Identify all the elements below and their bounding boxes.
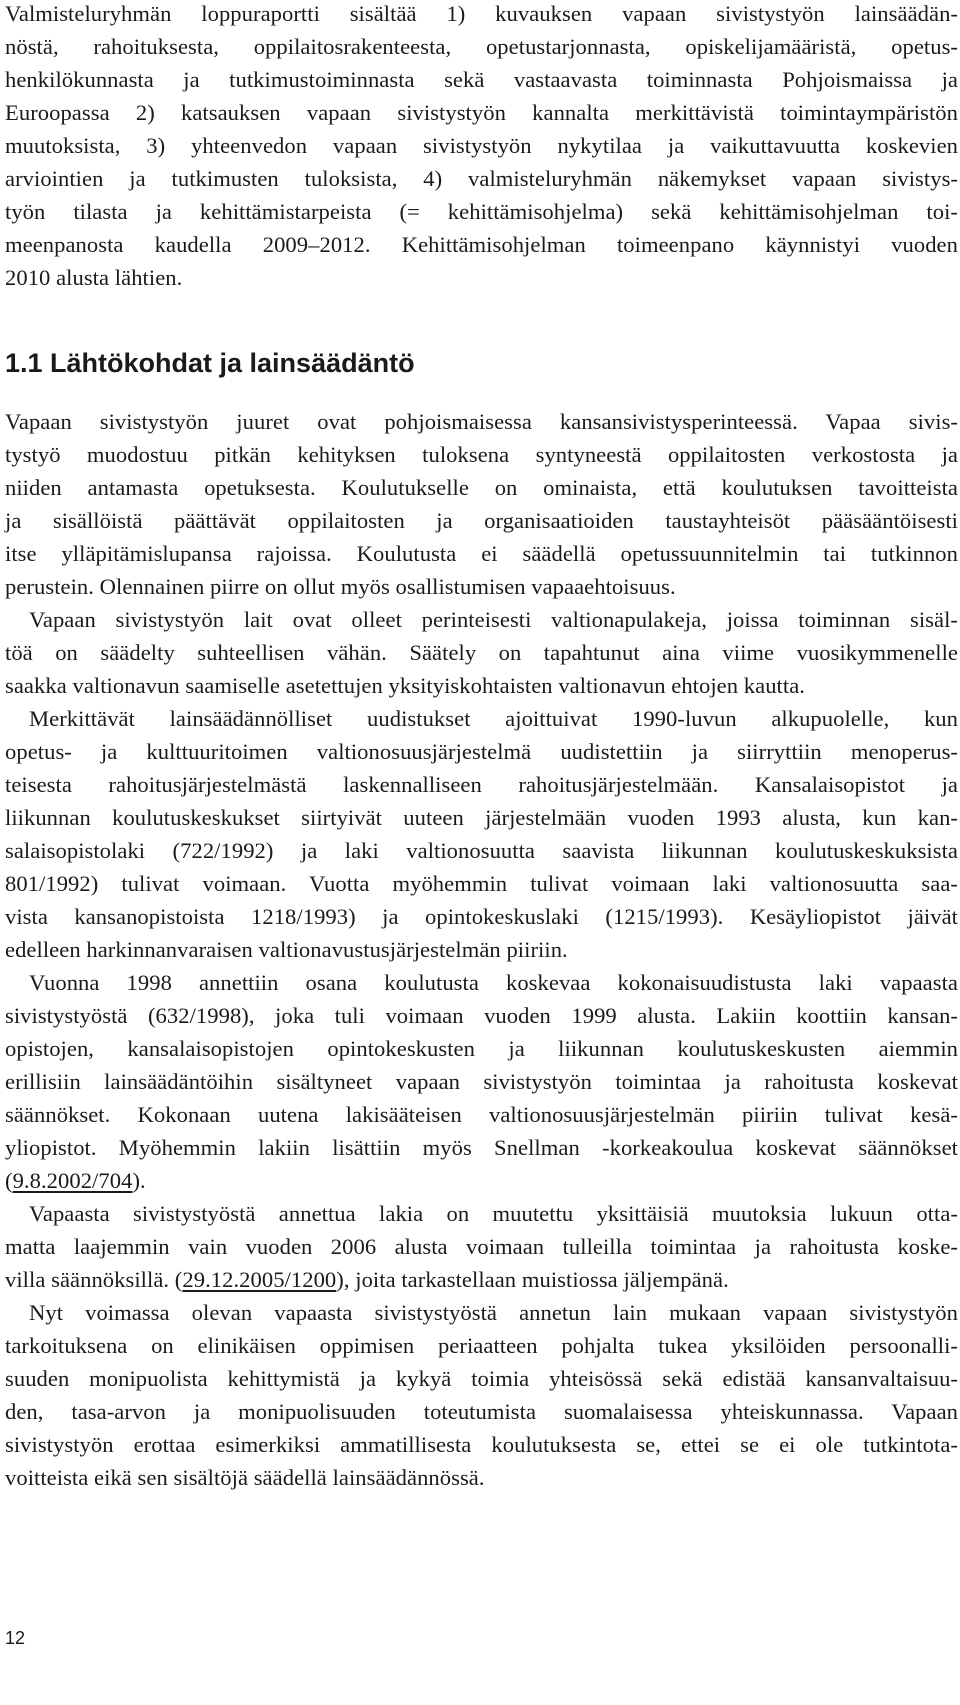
text-line: erillisiin lainsäädäntöihin sisältyneet vapaan sivistystyön toimintaa ja rahoitusta koskevat bbox=[5, 1069, 958, 1094]
text-line: tarkoituksena on elinikäisen oppimisen periaatteen pohjalta tukea yksilöiden persoonalli- bbox=[5, 1333, 958, 1358]
text-line: Nyt voimassa olevan vapaasta sivistystyöstä annetun lain mukaan vapaan sivistystyön bbox=[29, 1300, 958, 1325]
text-line: edelleen harkinnanvaraisen valtionavustusjärjestelmän piiriin. bbox=[5, 937, 568, 962]
text-line: perustein. Olennainen piirre on ollut myös osallistumisen vapaaehtoisuus. bbox=[5, 574, 676, 599]
text-line: työn tilasta ja kehittämistarpeista (= kehittämisohjelma) sekä kehittämisohjelman toi- bbox=[5, 199, 958, 224]
text-line: henkilökunnasta ja tutkimustoiminnasta sekä vastaavasta toiminnasta Pohjoismaissa ja bbox=[5, 67, 958, 92]
text-line: den, tasa-arvon ja monipuolisuuden toteutumista suomalaisessa yhteiskunnassa. Vapaan bbox=[5, 1399, 958, 1424]
text-line bbox=[5, 1164, 146, 1197]
section-heading: 1.1 Lähtökohdat ja lainsäädäntö bbox=[5, 348, 415, 378]
text-line: meenpanosta kaudella 2009–2012. Kehittämisohjelman toimeenpano käynnistyi vuoden bbox=[5, 232, 958, 257]
text-line: salaisopistolaki (722/1992) ja laki valtionosuutta saavista liikunnan koulutuskeskuksista bbox=[5, 838, 958, 863]
text-line: matta laajemmin vain vuoden 2006 alusta voimaan tulleilla toimintaa ja rahoitusta koske- bbox=[5, 1234, 958, 1259]
text-line: Valmisteluryhmän loppuraportti sisältää 1) kuvauksen vapaan sivistystyön lainsäädän- bbox=[5, 1, 958, 26]
text-line: tystyö muodostuu pitkän kehityksen tuloksena syntyneestä oppilaitosten verkostosta ja bbox=[5, 442, 958, 467]
text-line: itse ylläpitämislupansa rajoissa. Koulutusta ei säädellä opetussuunnitelmin tai tutkinnon bbox=[5, 541, 958, 566]
text-line: Euroopassa 2) katsauksen vapaan sivistystyön kannalta merkittävistä toimintaympäristön bbox=[5, 100, 958, 125]
text-line: voitteista eikä sen sisältöjä säädellä lainsäädännössä. bbox=[5, 1465, 485, 1490]
text-line: saakka valtionavun saamiselle asetettujen yksityiskohtaisten valtionavun ehtojen kautta. bbox=[5, 673, 805, 698]
text-line: teisesta rahoitusjärjestelmästä laskennalliseen rahoitusjärjestelmään. Kansalaisopistot ja bbox=[5, 772, 958, 797]
text-fragment: ( bbox=[5, 1168, 13, 1193]
text-line: yliopistot. Myöhemmin lakiin lisättiin myös Snellman -korkeakoulua koskevat säännökset bbox=[5, 1135, 958, 1160]
statute-link-2002-704[interactable]: 9.8.2002/704 bbox=[12, 1168, 133, 1193]
text-line: 2010 alusta lähtien. bbox=[5, 265, 183, 290]
text-line bbox=[5, 1263, 729, 1296]
text-line: Vapaan sivistystyön juuret ovat pohjoismaisessa kansansivistysperinteessä. Vapaa sivis- bbox=[5, 409, 958, 434]
text-line: sivistystyöstä (632/1998), joka tuli voimaan vuoden 1999 alusta. Lakiin koottiin kansan- bbox=[5, 1003, 958, 1028]
text-line: ja sisällöistä päättävät oppilaitosten ja organisaatioiden taustayhteisöt pääsääntöisesti bbox=[5, 508, 958, 533]
text-line: Vapaan sivistystyön lait ovat olleet perinteisesti valtionapulakeja, joissa toiminnan sisäl- bbox=[29, 607, 958, 632]
text-line: säännökset. Kokonaan uutena lakisääteisen valtionosuusjärjestelmän piiriin tulivat kesä- bbox=[5, 1102, 958, 1127]
text-line: arviointien ja tutkimusten tuloksista, 4) valmisteluryhmän näkemykset vapaan sivistys- bbox=[5, 166, 958, 191]
text-line: Vuonna 1998 annettiin osana koulutusta koskevaa kokonaisuudistusta laki vapaasta bbox=[29, 970, 958, 995]
text-line: nöstä, rahoituksesta, oppilaitosrakenteesta, opetustarjonnasta, opiskelijamääristä, opetus- bbox=[5, 34, 958, 59]
text-line: töä on säädelty suhteellisen vähän. Säätely on tapahtunut aina viime vuosikymmenelle bbox=[5, 640, 958, 665]
text-line: Merkittävät lainsäädännölliset uudistukset ajoittuivat 1990-luvun alkupuolelle, kun bbox=[29, 706, 958, 731]
text-line: Vapaasta sivistystyöstä annettua lakia on muutettu yksittäisiä muutoksia lukuun otta- bbox=[29, 1201, 958, 1226]
text-line: muutoksista, 3) yhteenvedon vapaan sivistystyön nykytilaa ja vaikuttavuutta koskevien bbox=[5, 133, 958, 158]
text-line: opistojen, kansalaisopistojen opintokeskusten ja liikunnan koulutuskeskusten aiemmin bbox=[5, 1036, 958, 1061]
page-number: 12 bbox=[5, 1628, 26, 1648]
text-line: liikunnan koulutuskeskukset siirtyivät uuteen järjestelmään vuoden 1993 alusta, kun kan- bbox=[5, 805, 958, 830]
statute-link-2005-1200[interactable]: 29.12.2005/1200 bbox=[182, 1267, 337, 1292]
text-fragment: ), joita tarkastellaan muistiossa jäljempänä. bbox=[336, 1267, 729, 1292]
text-line: vista kansanopistoista 1218/1993) ja opintokeskuslaki (1215/1993). Kesäyliopistot jäivät bbox=[5, 904, 958, 929]
text-line: sivistystyön erottaa esimerkiksi ammatillisesta koulutuksesta se, ettei se ei ole tutkintota- bbox=[5, 1432, 958, 1457]
text-line: 801/1992) tulivat voimaan. Vuotta myöhemmin tulivat voimaan laki valtionosuutta saa- bbox=[5, 871, 958, 896]
text-line: suuden monipuolista kehittymistä ja kykyä toimia yhteisössä sekä edistää kansanvaltaisuu- bbox=[5, 1366, 958, 1391]
text-line: opetus- ja kulttuuritoimen valtionosuusjärjestelmä uudistettiin ja siirryttiin menoperus- bbox=[5, 739, 958, 764]
text-line: niiden antamasta opetuksesta. Koulutukselle on ominaista, että koulutuksen tavoitteista bbox=[5, 475, 958, 500]
text-fragment: villa säännöksillä. ( bbox=[5, 1267, 183, 1292]
text-fragment: ). bbox=[132, 1168, 146, 1193]
